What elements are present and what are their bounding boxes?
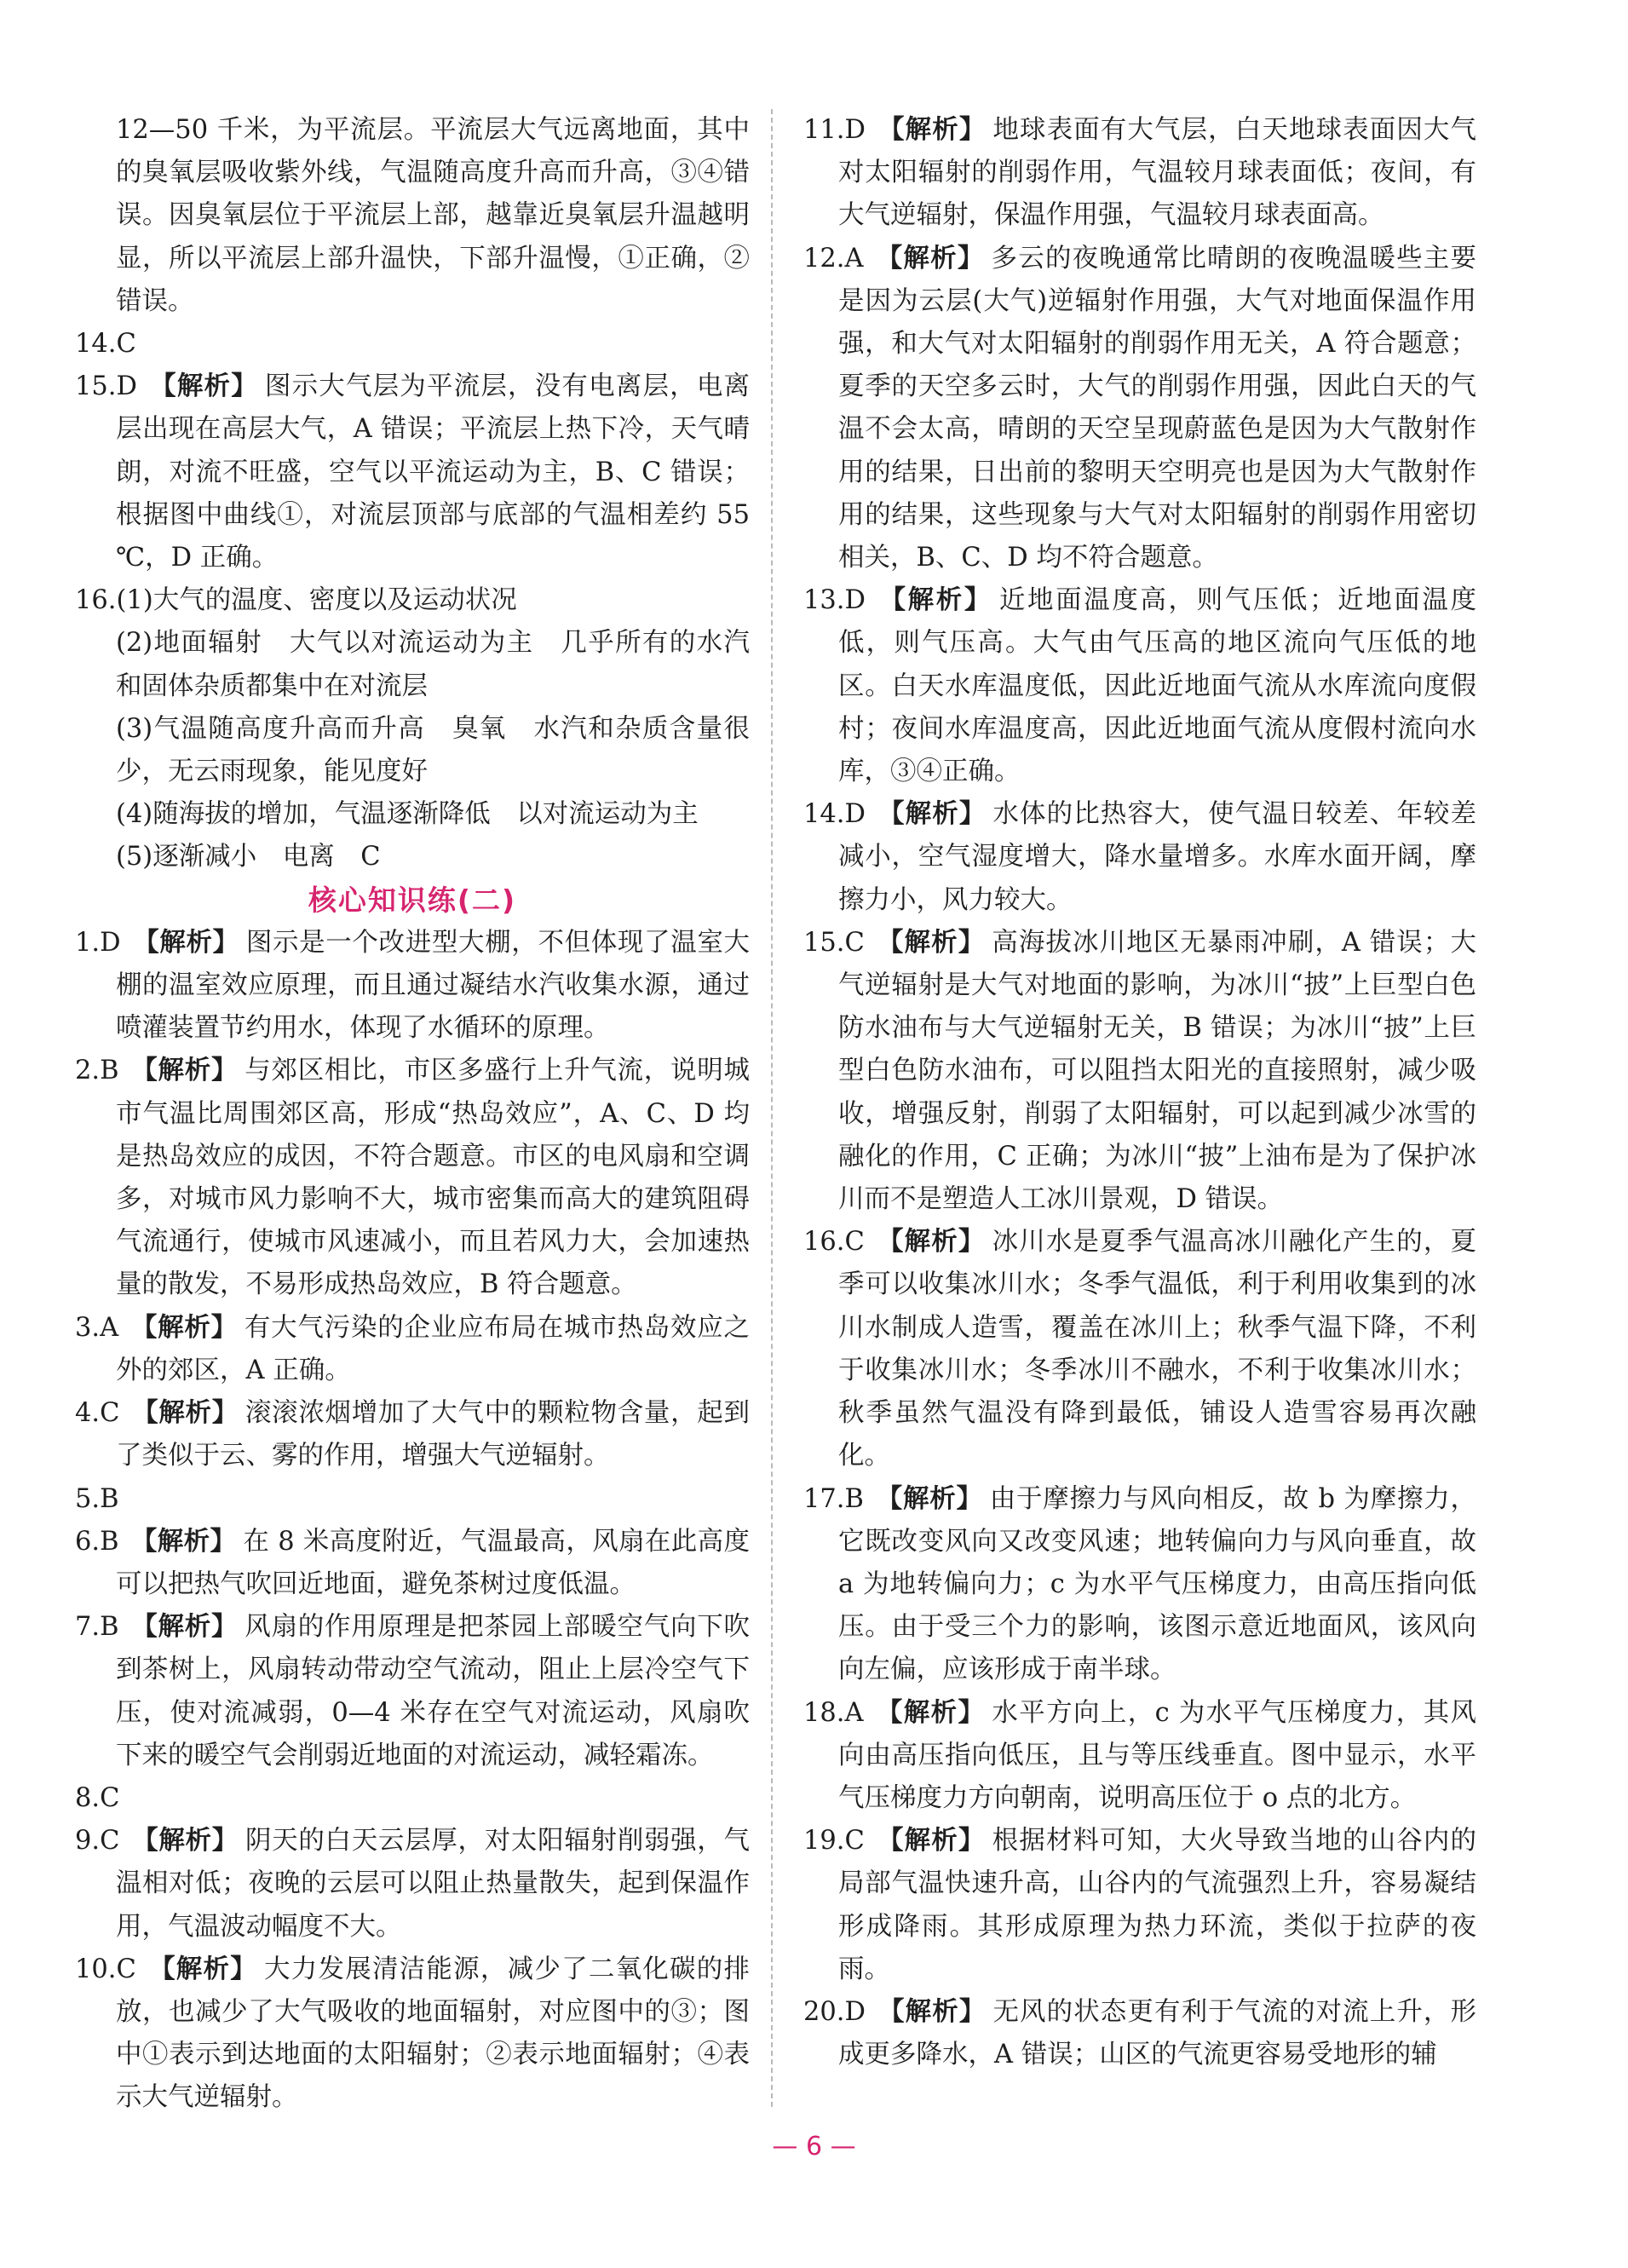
answer-text: 在 8 米高度附近，气温最高，风扇在此高度可以把热气吹回近地面，避免茶树过度低温。 [116,1526,750,1599]
answer-text: 根据材料可知，大火导致当地的山谷内的局部气温快速升高，山谷内的气流强烈上升，容易凝结形成降雨。其形成原理为热力环流，类似于拉萨的夜雨。 [838,1826,1477,1984]
answer-number: 4.C [75,1398,120,1429]
answer-item [75,1307,750,1392]
analysis-tag: 【解析】 [130,1056,239,1086]
answer-number: 17.B [803,1483,864,1514]
answer-number: 18.A [803,1697,864,1728]
analysis-tag: 【解析】 [877,1996,987,2027]
column-divider [771,109,773,2107]
answer-text: 滚滚浓烟增加了大气中的颗粒物含量，起到了类似于云、雾的作用，增强大气逆辐射。 [116,1398,751,1471]
answer-text: 图示是一个改进型大棚，不但体现了温室大棚的温室效应原理，而且通过凝结水汽收集水源，通过喷灌装置节约用水，体现了水循环的原理。 [116,927,751,1044]
analysis-tag: 【解析】 [131,1826,239,1856]
answer-item [75,1392,750,1477]
analysis-tag: 【解析】 [877,585,992,616]
answer-item [75,1820,750,1949]
answer-number: 12.A [803,243,864,273]
answer-item [75,1050,750,1306]
answer-number: 15.C [803,927,865,958]
answer-text: 图示大气层为平流层，没有电离层，电离层出现在高层大气，A 错误；平流层上热下冷，天气晴朗，对流不旺盛，空气以平流运动为主，B、C 错误；根据图中曲线①，对流层顶部与底部的气温相差约 55 ℃，D 正确。 [116,371,751,573]
answer-number: 9.C [75,1826,120,1856]
analysis-tag: 【解析】 [130,1612,239,1643]
answer-item [803,1991,1476,2076]
analysis-tag: 【解析】 [875,1697,986,1728]
answer-text: 地球表面有大气层，白天地球表面因大气对太阳辐射的削弱作用，气温较月球表面低；夜间，有大气逆辐射，保温作用强，气温较月球表面高。 [838,115,1477,231]
answer-number: 8.C [75,1782,120,1813]
answer-text: 水体的比热容大，使气温日较差、年较差减小，空气湿度增大，降水量增多。水库水面开阔，摩擦力小，风力较大。 [838,799,1477,915]
left-column [75,109,750,2120]
answer-text: 由于摩擦力与风向相反，故 b 为摩擦力，它既改变风向又改变风速；地转偏向力与风向垂直，故a 为地转偏向力；c 为水平气压梯度力，由高压指向低压。由于受三个力的影响，该图示意近地面风，该风向向左偏，应该形成于南半球。 [838,1483,1476,1685]
answer-text: 有大气污染的企业应布局在城市热岛效应之外的郊区，A 正确。 [116,1312,751,1385]
analysis-tag: 【解析】 [876,1826,986,1856]
answer-text: 阴天的白天云层厚，对太阳辐射削弱强，气温相对低；夜晚的云层可以阻止热量散失，起到保温作用，气温波动幅度不大。 [116,1826,751,1942]
answer-item [75,323,750,366]
answer-item [803,238,1476,580]
answer-number: 10.C [75,1954,136,1984]
answer-item [803,1478,1476,1692]
answer-text: 风扇的作用原理是把茶园上部暖空气向下吹到茶树上，风扇转动带动空气流动，阻止上层冷空气下压，使对流减弱，0—4 米存在空气对流运动，风扇吹下来的暖空气会削弱近地面的对流运动，减轻霜冻。 [116,1612,751,1770]
answer-item [75,1478,750,1521]
answer-number: 11.D [803,115,866,145]
page-number: — 6 — [772,2132,856,2162]
answer-number: 20.D [803,1996,866,2027]
answer-item [803,1820,1476,1991]
answer-number: 7.B [75,1612,119,1643]
right-column [803,109,1476,2076]
answer-sub-part: (5)逐渐减小 电离 C [116,842,381,872]
answer-text: 与郊区相比，市区多盛行上升气流，说明城市气温比周围郊区高，形成“热岛效应”，A、C、D 均是热岛效应的成因，不符合题意。市区的电风扇和空调多，对城市风力影响不大，城市密集而高大的建筑阻碍气流通行，使城市风速减小，而且若风力大，会加速热量的散发，不易形成热岛效应，B 符合题意。 [116,1056,751,1300]
answer-number: 16. [75,585,117,616]
analysis-tag: 【解析】 [130,1312,238,1343]
answer-item [803,1692,1476,1821]
answer-text: 近地面温度高，则气压低；近地面温度低，则气压高。大气由气压高的地区流向气压低的地区。白天水库温度低，因此近地面气流从水库流向度假村；夜间水库温度高，因此近地面气流从度假村流向水库，③④正确。 [838,585,1476,787]
analysis-tag: 【解析】 [130,1526,237,1557]
answer-number: 14.D [803,799,866,830]
answer-number: 1.D [75,927,121,958]
answer-sub-part: (4)随海拔的增加，气温逐渐降低 以对流运动为主 [116,799,699,830]
answer-text: 冰川水是夏季气温高冰川融化产生的，夏季可以收集冰川水；冬季气温低，利于利用收集到的冰川水制成人造雪，覆盖在冰川上；秋季气温下降，不利于收集冰川水；冬季冰川不融水，不利于收集冰川水；秋季虽然气温没有降到最低，铺设人造雪容易再次融化。 [838,1227,1477,1471]
answer-item [803,109,1476,238]
analysis-tag: 【解析】 [148,371,258,402]
analysis-tag: 【解析】 [875,1483,983,1514]
analysis-tag: 【解析】 [876,927,986,958]
answer-item [75,1777,750,1820]
answer-number: 2.B [75,1056,119,1086]
analysis-tag: 【解析】 [875,243,985,273]
answer-item [803,922,1476,1221]
answer-number: 3.A [75,1312,119,1343]
answer-item [75,1949,750,2120]
answer-text: 水平方向上，c 为水平气压梯度力，其风向由高压指向低压，且与等压线垂直。图中显示，水平气压梯度力方向朝南，说明高压位于 o 点的北方。 [838,1697,1477,1813]
answer-text: 大力发展清洁能源，减少了二氧化碳的排放，也减少了大气吸收的地面辐射，对应图中的③；图中①表示到达地面的太阳辐射；②表示地面辐射；④表示大气逆辐射。 [116,1954,750,2113]
answer-item [803,793,1476,922]
answer-text: (1)大气的温度、密度以及运动状况 [116,585,517,616]
answer-number: 13.D [803,585,866,616]
answer-number: 6.B [75,1526,119,1557]
section-heading: 核心知识练(二) [308,883,517,917]
answer-item [75,366,750,579]
answer-item [75,579,750,622]
answer-item [75,1521,750,1606]
answer-number: 14.C [75,329,136,360]
answer-number: 16.C [803,1227,865,1258]
answer-item [803,579,1476,793]
analysis-tag: 【解析】 [147,1954,258,1984]
answer-number: 5.B [75,1483,119,1514]
answer-text: 高海拔冰川地区无暴雨冲刷，A 错误；大气逆辐射是大气对地面的影响，为冰川“披”上巨型白色防水油布与大气逆辐射无关，B 错误；为冰川“披”上巨型白色防水油布，可以阻挡太阳光的直接照射，减少吸收，增强反射，削弱了太阳辐射，可以起到减少冰雪的融化的作用，C 正确；为冰川“披”上油布是为了保护冰川而不是塑造人工冰川景观，D 错误。 [838,927,1476,1215]
answer-sub-part: (2)地面辐射 大气以对流运动为主 几乎所有的水汽和固体杂质都集中在对流层 [116,628,750,701]
answer-continuation: 12—50 千米，为平流层。平流层大气远离地面，其中的臭氧层吸收紫外线，气温随高度升高而升高，③④错误。因臭氧层位于平流层上部，越靠近臭氧层升温越明显，所以平流层上部升温快，下部升温慢，①正确，②错误。 [116,115,750,316]
answer-sub-part: (3)气温随高度升高而升高 臭氧 水汽和杂质含量很少，无云雨现象，能见度好 [116,713,750,787]
analysis-tag: 【解析】 [877,115,987,145]
answer-text: 无风的状态更有利于气流的对流上升，形成更多降水，A 错误；山区的气流更容易受地形的辅 [838,1996,1477,2070]
answer-item [75,922,750,1051]
answer-item [803,1221,1476,1477]
answer-number: 19.C [803,1826,865,1856]
analysis-tag: 【解析】 [877,799,987,830]
analysis-tag: 【解析】 [132,927,239,958]
answer-item [75,1606,750,1777]
answer-number: 15.D [75,371,137,402]
analysis-tag: 【解析】 [876,1227,986,1258]
answer-text: 多云的夜晚通常比晴朗的夜晚温暖些主要是因为云层(大气)逆辐射作用强，大气对地面保温作用强，和大气对太阳辐射的削弱作用无关，A 符合题意；夏季的天空多云时，大气的削弱作用强，因此白天的气温不会太高，晴朗的天空呈现蔚蓝色是因为大气散射作用的结果，日出前的黎明天空明亮也是因为大气散射作用的结果，这些现象与大气对太阳辐射的削弱作用密切相关，B、C、D 均不符合题意。 [838,243,1476,573]
analysis-tag: 【解析】 [131,1398,239,1429]
